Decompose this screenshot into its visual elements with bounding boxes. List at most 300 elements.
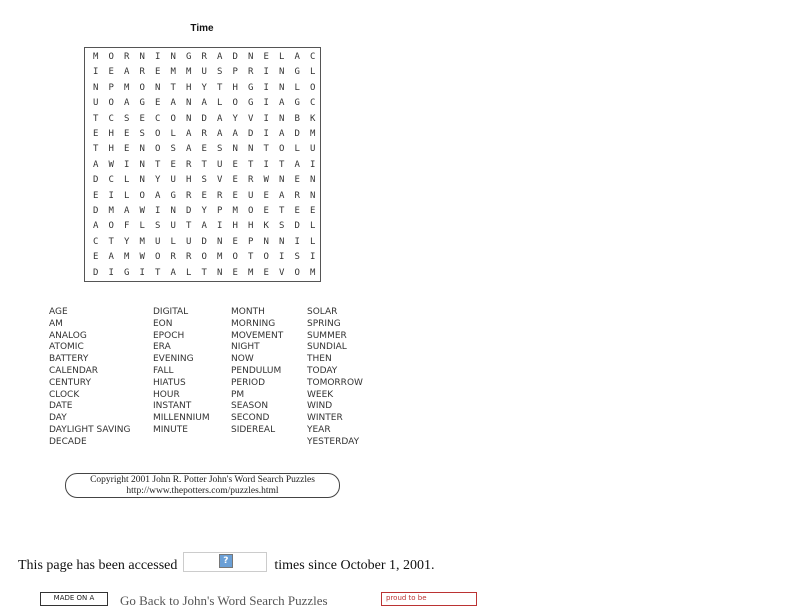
word-list-item: WINTER (307, 413, 343, 424)
word-list-item: DATE (49, 401, 73, 412)
grid-letter: N (93, 82, 99, 93)
grid-letter: L (186, 267, 192, 278)
grid-letter: I (279, 252, 285, 263)
grid-letter: W (139, 252, 145, 263)
grid-letter: E (263, 206, 269, 216)
grid-letter: A (201, 98, 207, 109)
grid-letter: Y (201, 82, 207, 93)
grid-row (88, 204, 320, 220)
grid-letter: N (279, 82, 285, 93)
grid-letter: T (279, 159, 285, 170)
grid-letter: N (170, 206, 176, 216)
grid-letter: R (248, 175, 254, 186)
grid-letter: H (232, 221, 238, 232)
grid-letter: Y (201, 206, 207, 216)
word-list-item: AM (49, 318, 63, 329)
grid-letter: N (217, 236, 223, 247)
grid-letter: R (139, 67, 145, 78)
grid-letter: O (310, 82, 316, 93)
grid-letter: G (294, 98, 300, 109)
word-list-item: MORNING (231, 318, 276, 329)
word-search-grid (84, 47, 321, 282)
grid-letter: O (155, 129, 161, 139)
grid-letter: E (93, 129, 99, 139)
grid-letter: L (294, 82, 300, 93)
grid-letter: I (310, 252, 316, 263)
grid-letter: T (93, 144, 99, 155)
word-list-column-3 (231, 307, 283, 437)
grid-letter: A (124, 67, 130, 78)
grid-letter: T (93, 113, 99, 124)
grid-letter: D (201, 113, 207, 124)
grid-letter: S (124, 113, 130, 124)
grid-letter: I (93, 67, 99, 78)
grid-letter: R (248, 67, 254, 78)
word-list-item: CALENDAR (49, 365, 99, 376)
grid-letter: I (217, 221, 223, 232)
word-list-item: MOVEMENT (231, 330, 284, 341)
grid-letter: R (294, 190, 300, 201)
grid-letter: T (155, 267, 161, 278)
word-list-item: PM (231, 389, 245, 400)
grid-letter: E (124, 129, 130, 139)
grid-letter: A (93, 159, 99, 170)
word-list-item: SPRING (307, 318, 341, 329)
grid-letter: E (155, 67, 161, 78)
grid-letter: S (155, 221, 161, 232)
word-list-column-4 (307, 307, 363, 449)
copyright-text: Copyright 2001 John R. Potter John's Word Search Puzzles (90, 475, 315, 485)
grid-letter: O (108, 221, 114, 232)
grid-letter: H (108, 129, 114, 139)
word-list-item: ANALOG (49, 330, 87, 341)
grid-letter: N (186, 113, 192, 124)
word-list-item: SUNDIAL (307, 342, 347, 353)
grid-letter: N (217, 267, 223, 278)
grid-row (88, 173, 320, 189)
grid-letter: E (155, 98, 161, 109)
grid-letter: A (186, 129, 192, 139)
grid-letter: N (310, 175, 316, 186)
word-list-item: YEAR (307, 424, 331, 435)
grid-row (88, 65, 320, 81)
grid-letter: H (248, 221, 254, 232)
word-list-item: EPOCH (153, 330, 185, 341)
grid-letter: E (263, 190, 269, 201)
word-list-item: DAYLIGHT SAVING (49, 424, 131, 435)
grid-letter: A (124, 98, 130, 109)
grid-letter: H (108, 144, 114, 155)
counter-prefix-text: This page has been accessed (18, 558, 178, 573)
grid-letter: N (139, 175, 145, 186)
grid-letter: E (124, 144, 130, 155)
grid-letter: G (124, 267, 130, 278)
word-list-item: HOUR (153, 389, 180, 400)
grid-letter: N (139, 144, 145, 155)
grid-letter: A (232, 129, 238, 139)
word-list-item: THEN (307, 354, 332, 365)
word-list-item: SECOND (231, 413, 270, 424)
grid-letter: O (155, 252, 161, 263)
grid-letter: A (217, 52, 223, 62)
word-list-item: PERIOD (231, 377, 266, 388)
grid-letter: N (310, 190, 316, 201)
grid-letter: G (248, 98, 254, 109)
grid-letter: D (93, 206, 99, 216)
word-list-item: NOW (231, 354, 254, 365)
grid-letter: I (155, 52, 161, 62)
grid-letter: R (186, 190, 192, 201)
grid-letter: U (93, 98, 99, 109)
grid-letter: M (186, 67, 192, 78)
grid-letter: N (279, 67, 285, 78)
grid-letter: I (263, 159, 269, 170)
grid-letter: D (93, 175, 99, 186)
word-list-item: NIGHT (231, 342, 260, 353)
grid-letter: M (124, 82, 130, 93)
word-list-item: ERA (153, 342, 171, 353)
grid-row (88, 219, 320, 235)
grid-letter: D (248, 129, 254, 139)
counter-suffix-text: times since October 1, 2001. (274, 558, 435, 573)
grid-letter: K (263, 221, 269, 232)
grid-letter: I (155, 206, 161, 216)
grid-letter: L (124, 175, 130, 186)
grid-letter: N (139, 52, 145, 62)
grid-letter: I (124, 159, 130, 170)
grid-letter: D (294, 129, 300, 139)
grid-letter: O (294, 267, 300, 278)
grid-letter: M (310, 129, 316, 139)
grid-letter: I (263, 129, 269, 139)
copyright-box (65, 473, 340, 498)
word-list-item: MONTH (231, 307, 265, 317)
word-list-column-1 (49, 307, 130, 449)
word-list-item: YESTERDAY (307, 436, 360, 447)
grid-row (88, 142, 320, 158)
word-list-item: FALL (153, 365, 174, 376)
grid-letter: D (201, 236, 207, 247)
grid-letter: S (201, 175, 207, 186)
grid-letter: O (263, 252, 269, 263)
grid-letter: V (279, 267, 285, 278)
broken-image-icon: ? (219, 554, 233, 568)
grid-letter: L (124, 190, 130, 201)
proud-badge[interactable]: proud to be (381, 592, 477, 606)
grid-letter: A (279, 190, 285, 201)
grid-letter: A (279, 129, 285, 139)
word-list-item: TOMORROW (307, 377, 363, 388)
go-back-link[interactable]: Go Back to John's Word Search Puzzles (120, 593, 328, 608)
grid-letter: T (170, 82, 176, 93)
word-list-item: WIND (307, 401, 333, 412)
grid-letter: E (170, 159, 176, 170)
grid-letter: T (263, 144, 269, 155)
grid-letter: E (263, 52, 269, 62)
grid-letter: S (139, 129, 145, 139)
grid-letter: O (248, 206, 254, 216)
grid-letter: E (294, 175, 300, 186)
grid-letter: U (217, 159, 223, 170)
grid-row (88, 158, 320, 174)
grid-letter: E (294, 206, 300, 216)
grid-letter: T (248, 159, 254, 170)
word-list-item: CLOCK (49, 389, 80, 400)
access-counter-line (18, 552, 435, 574)
grid-letter: E (108, 67, 114, 78)
grid-letter: C (310, 52, 316, 62)
grid-letter: N (155, 82, 161, 93)
grid-letter: E (232, 267, 238, 278)
word-list-item: SIDEREAL (231, 424, 276, 435)
grid-letter: E (263, 267, 269, 278)
word-list-item: TODAY (307, 365, 338, 376)
grid-letter: W (108, 159, 114, 170)
grid-letter: I (263, 98, 269, 109)
grid-letter: N (279, 175, 285, 186)
grid-letter: W (263, 175, 269, 186)
grid-letter: H (186, 82, 192, 93)
grid-letter: O (108, 52, 114, 62)
grid-letter: I (108, 267, 114, 278)
grid-letter: A (294, 52, 300, 62)
grid-letter: A (186, 144, 192, 155)
grid-letter: P (108, 82, 114, 93)
grid-letter: O (279, 144, 285, 155)
grid-row (88, 235, 320, 251)
grid-letter: T (201, 159, 207, 170)
grid-letter: I (263, 113, 269, 124)
grid-letter: M (310, 267, 316, 278)
page-title: Time (190, 23, 214, 34)
grid-letter: R (124, 52, 130, 62)
grid-letter: Y (124, 236, 130, 247)
grid-letter: A (294, 159, 300, 170)
grid-letter: F (124, 221, 130, 232)
grid-letter: A (217, 129, 223, 139)
grid-letter: R (201, 52, 207, 62)
grid-letter: M (108, 206, 114, 216)
grid-letter: L (170, 236, 176, 247)
grid-letter: C (310, 98, 316, 109)
grid-letter: T (108, 236, 114, 247)
grid-letter: A (201, 221, 207, 232)
word-list-item: AGE (49, 307, 68, 317)
grid-letter: N (279, 236, 285, 247)
grid-letter: G (248, 82, 254, 93)
grid-letter: E (232, 236, 238, 247)
grid-letter: M (248, 267, 254, 278)
grid-letter: O (108, 98, 114, 109)
grid-letter: S (217, 67, 223, 78)
word-list-item: BATTERY (49, 354, 89, 365)
grid-letter: L (170, 129, 176, 139)
word-list-item: PENDULUM (231, 365, 282, 376)
grid-letter: M (217, 252, 223, 263)
word-list-item: MINUTE (153, 424, 188, 435)
grid-letter: P (217, 206, 223, 216)
word-list-item: ATOMIC (49, 342, 84, 353)
grid-letter: S (170, 144, 176, 155)
grid-letter: R (201, 129, 207, 139)
grid-letter: R (186, 252, 192, 263)
grid-letter: C (93, 236, 99, 247)
grid-letter: E (232, 190, 238, 201)
grid-letter: D (294, 221, 300, 232)
grid-letter: U (248, 190, 254, 201)
grid-letter: L (217, 98, 223, 109)
grid-letter: N (279, 113, 285, 124)
grid-letter: N (186, 98, 192, 109)
grid-letter: R (217, 190, 223, 201)
grid-letter: O (201, 252, 207, 263)
grid-letter: B (294, 113, 300, 124)
word-list-item: HIATUS (153, 377, 186, 388)
grid-letter: E (139, 113, 145, 124)
grid-letter: A (217, 113, 223, 124)
grid-letter: G (294, 67, 300, 78)
grid-letter: G (170, 190, 176, 201)
grid-letter: A (279, 98, 285, 109)
grid-letter: L (310, 236, 316, 247)
grid-letter: M (124, 252, 130, 263)
grid-letter: E (93, 190, 99, 201)
grid-letter: I (139, 267, 145, 278)
grid-letter: G (139, 98, 145, 109)
grid-letter: A (155, 190, 161, 201)
grid-letter: P (232, 67, 238, 78)
grid-letter: T (248, 252, 254, 263)
grid-letter: R (170, 252, 176, 263)
grid-letter: E (201, 144, 207, 155)
grid-letter: M (139, 236, 145, 247)
word-list-item: SOLAR (307, 307, 338, 317)
grid-letter: R (186, 159, 192, 170)
grid-letter: E (232, 159, 238, 170)
grid-letter: N (248, 144, 254, 155)
grid-letter: A (124, 206, 130, 216)
grid-letter: C (108, 175, 114, 186)
grid-letter: L (294, 144, 300, 155)
grid-row (88, 96, 320, 112)
grid-row (88, 50, 320, 66)
grid-letter: S (217, 144, 223, 155)
grid-letter: I (294, 236, 300, 247)
grid-letter: O (139, 190, 145, 201)
word-list-item: SUMMER (307, 330, 347, 341)
grid-letter: N (170, 52, 176, 62)
grid-letter: M (170, 67, 176, 78)
grid-letter: T (201, 267, 207, 278)
grid-letter: T (217, 82, 223, 93)
grid-letter: A (170, 267, 176, 278)
grid-letter: D (93, 267, 99, 278)
grid-letter: I (263, 82, 269, 93)
grid-letter: L (139, 221, 145, 232)
grid-letter: U (310, 144, 316, 155)
word-list-item: DECADE (49, 436, 87, 447)
grid-letter: C (108, 113, 114, 124)
grid-letter: Y (155, 175, 161, 186)
grid-letter: C (155, 113, 161, 124)
grid-letter: W (139, 206, 145, 216)
word-list-item: MILLENNIUM (153, 413, 210, 424)
word-list-item: EVENING (153, 354, 194, 365)
grid-letter: N (263, 236, 269, 247)
word-list-item: DAY (49, 413, 67, 424)
grid-letter: H (232, 82, 238, 93)
grid-letter: N (248, 52, 254, 62)
grid-letter: M (232, 206, 238, 216)
grid-letter: U (186, 236, 192, 247)
grid-letter: O (232, 98, 238, 109)
word-list-item: EON (153, 318, 173, 329)
word-list-item: CENTURY (49, 377, 91, 388)
grid-letter: O (170, 113, 176, 124)
made-on-badge[interactable]: MADE ON A (40, 592, 108, 606)
grid-letter: H (186, 175, 192, 186)
grid-letter: V (248, 113, 254, 124)
grid-row (88, 250, 320, 266)
grid-letter: L (310, 67, 316, 78)
grid-letter: Y (232, 113, 238, 124)
word-list-item: INSTANT (153, 401, 192, 412)
grid-letter: U (201, 67, 207, 78)
grid-letter: I (263, 67, 269, 78)
grid-letter: A (93, 221, 99, 232)
grid-letter: K (310, 113, 316, 124)
grid-row (88, 81, 320, 97)
word-list-item: SEASON (231, 401, 269, 412)
grid-letter: E (310, 206, 316, 216)
puzzles-url-link[interactable]: http://www.thepotters.com/puzzles.html (126, 486, 279, 496)
grid-row (88, 189, 320, 205)
grid-letter: N (232, 144, 238, 155)
grid-row (88, 127, 320, 143)
grid-letter: S (279, 221, 285, 232)
grid-letter: A (108, 252, 114, 263)
grid-letter: I (310, 159, 316, 170)
grid-letter: S (294, 252, 300, 263)
grid-letter: U (155, 236, 161, 247)
grid-letter: M (93, 52, 99, 62)
grid-row (88, 266, 320, 282)
grid-letter: E (201, 190, 207, 201)
grid-letter: O (232, 252, 238, 263)
grid-row (88, 112, 320, 128)
grid-letter: E (232, 175, 238, 186)
word-list-item: DIGITAL (153, 307, 189, 317)
grid-letter: A (170, 98, 176, 109)
grid-letter: V (217, 175, 223, 186)
grid-letter: U (170, 221, 176, 232)
grid-letter: L (279, 52, 285, 62)
grid-letter: T (279, 206, 285, 216)
word-list-column-2 (153, 307, 210, 437)
grid-letter: U (170, 175, 176, 186)
hit-counter-image (183, 552, 267, 572)
grid-letter: D (232, 52, 238, 62)
grid-letter: O (139, 82, 145, 93)
grid-letter: D (186, 206, 192, 216)
grid-letter: G (186, 52, 192, 62)
grid-letter: E (93, 252, 99, 263)
grid-letter: T (186, 221, 192, 232)
grid-letter: N (139, 159, 145, 170)
grid-letter: I (108, 190, 114, 201)
grid-letter: L (310, 221, 316, 232)
grid-letter: P (248, 236, 254, 247)
